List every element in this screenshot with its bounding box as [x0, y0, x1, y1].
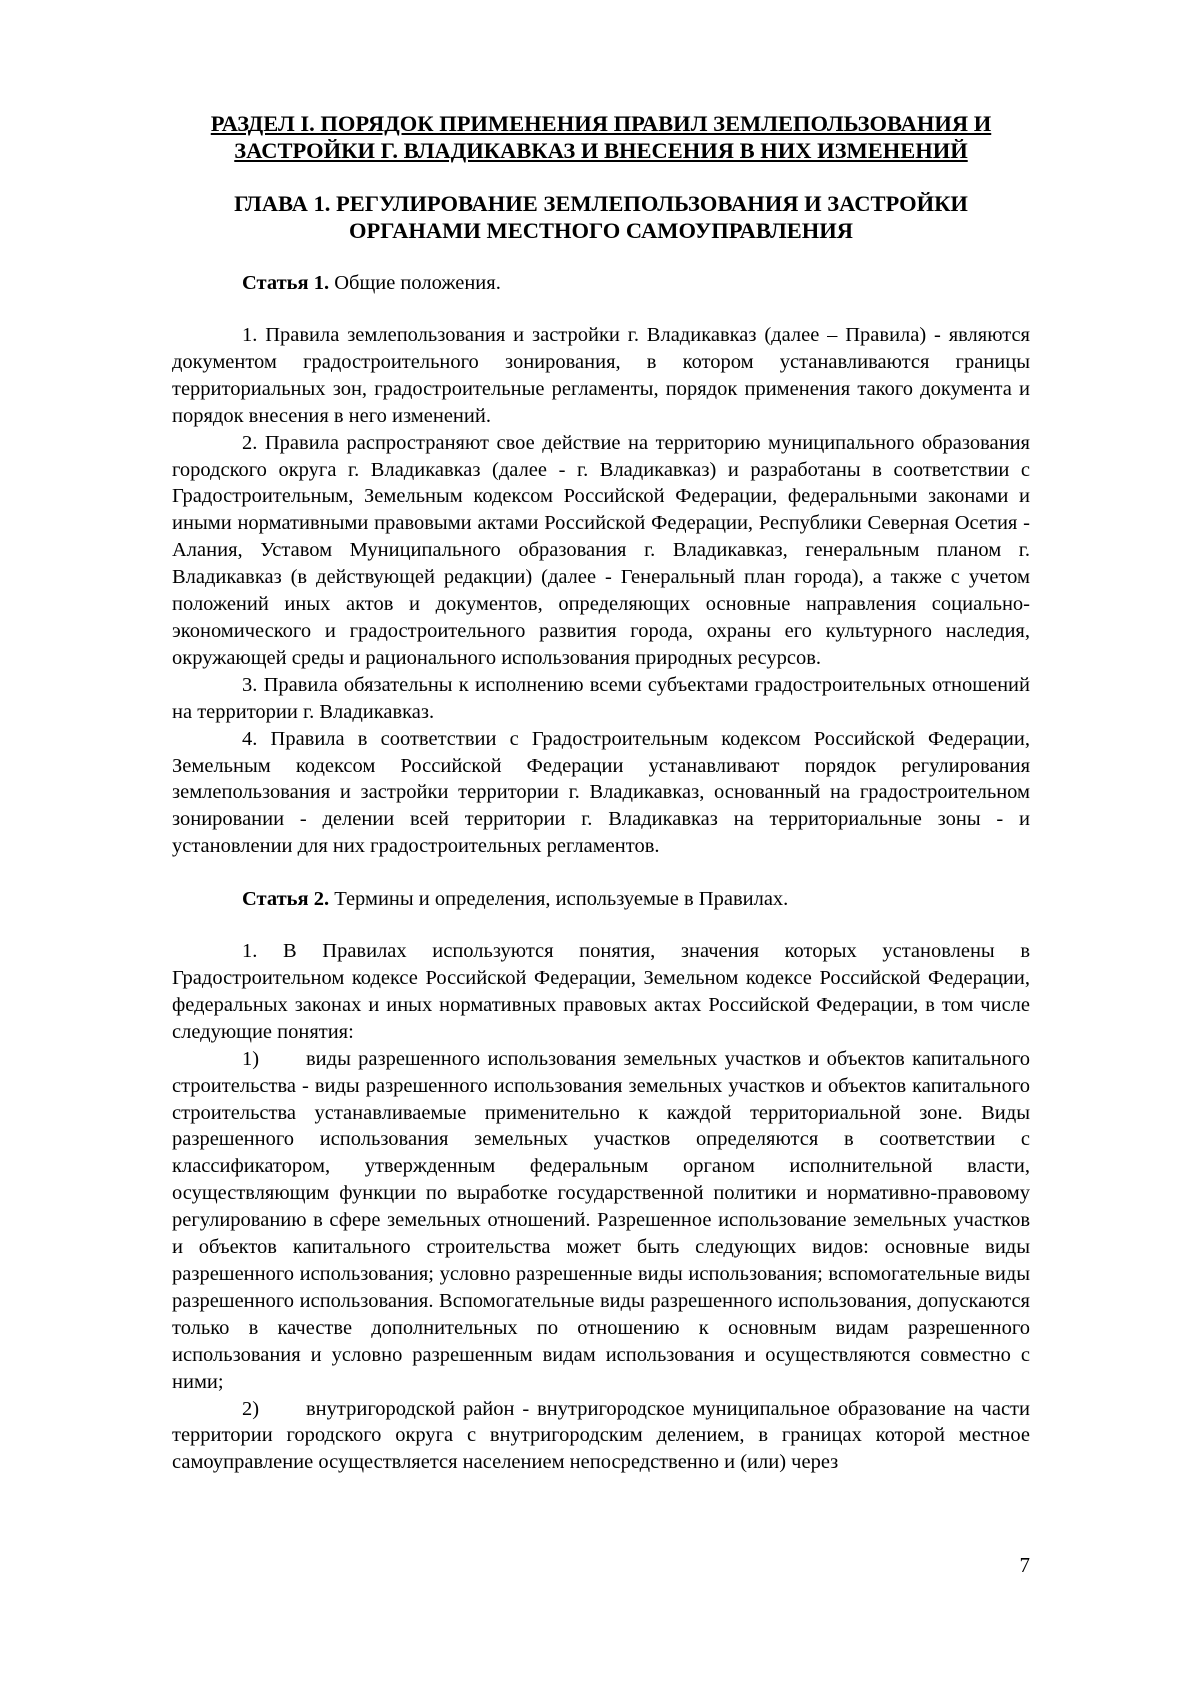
spacer — [172, 860, 1030, 886]
definition-text: виды разрешенного использования земельных участков и объектов капитального строительства - виды разрешенного использования земельных участков и объектов капитального строительства устанавливаемые применительно к каждой территориальной зоне. Виды разрешенного использования земельных участков определяются в соответствии с классификатором, утвержденным федеральным органом исполнительной власти, осуществляющим функции по выработке государственной политики и нормативно-правовому регулированию в сфере земельных отношений. Разрешенное использование земельных участков и объектов капитального строительства может быть следующих видов: основные виды разрешенного использования; условно разрешенные виды использования; вспомогательные виды разрешенного использования. Вспомогательные виды разрешенного использования, допускаются только в качестве дополнительных по отношению к основным видам разрешенного использования и условно разрешенным видам использования и осуществляются совместно с ними; — [172, 1047, 1030, 1393]
article-2-label: Статья 2. — [242, 888, 330, 911]
article-1-paragraph: 4. Правила в соответствии с Градостроительным кодексом Российской Федерации, Земельным кодексом Российской Федерации устанавливают порядок регулирования землепользования и застройки территории г. Владикавказ, основанный на градостроительном зонировании - делении всей территории г. Владикавказ на территориальные зоны - и установлении для них градостроительных регламентов. — [172, 727, 1030, 858]
article-1-label: Статья 1. — [242, 272, 330, 294]
article-1-paragraph: 2. Правила распространяют свое действие на территорию муниципального образования городского округа г. Владикавказ (далее - г. Владикавказ) и разработаны в соответствии с Градостроительным, Земельным кодексом Российской Федерации, федеральными законами и иными нормативными правовыми актами Российской Федерации, Республики Северная Осетия - Алания, Уставом Муниципального образования г. Владикавказ, генеральным планом г. Владикавказ (в действующей редакции) (далее - Генеральный план города), а также с учетом положений иных актов и документов, определяющих основные направления социально-экономического и градостроительного развития города, охраны его культурного наследия, окружающей среды и рационального использования природных ресурсов. — [172, 431, 1030, 669]
definition-number: 2) — [242, 1397, 260, 1420]
chapter-title: ГЛАВА 1. РЕГУЛИРОВАНИЕ ЗЕМЛЕПОЛЬЗОВАНИЯ И ЗАСТРОЙКИ ОРГАНАМИ МЕСТНОГО САМОУПРАВЛЕНИЯ — [234, 191, 968, 243]
article-2-heading — [172, 886, 1030, 913]
definition-item — [172, 1046, 1030, 1396]
article-1-paragraph: 3. Правила обязательны к исполнению всеми субъектами градостроительных отношений на территории г. Владикавказ. — [172, 673, 1030, 723]
article-1-title: Общие положения. — [329, 272, 501, 294]
definition-item — [172, 1396, 1030, 1477]
document-body — [172, 110, 1030, 1476]
definition-text: внутригородской район - внутригородское муниципальное образование на части территории городского округа с внутригородским делением, в границах которой местное самоуправление осуществляется населением непосредственно и (или) через — [172, 1397, 1030, 1474]
definition-number: 1) — [242, 1047, 260, 1070]
page-number: 7 — [1019, 1553, 1030, 1577]
article-2-intro: 1. В Правилах используются понятия, значения которых установлены в Градостроительном кодексе Российской Федерации, Земельном кодексе Российской Федерации, федеральных законах и иных нормативных правовых актах Российской Федерации, в том числе следующие понятия: — [172, 940, 1030, 1043]
article-2-title: Термины и определения, используемые в Правилах. — [329, 888, 789, 911]
section-title: РАЗДЕЛ I. ПОРЯДОК ПРИМЕНЕНИЯ ПРАВИЛ ЗЕМЛЕПОЛЬЗОВАНИЯ И ЗАСТРОЙКИ Г. ВЛАДИКАВКАЗ И ВНЕСЕНИЯ В НИХ ИЗМЕНЕНИЙ — [210, 111, 992, 163]
article-1-paragraph: 1. Правила землепользования и застройки г. Владикавказ (далее – Правила) - являются документом градостроительного зонирования, в котором устанавливаются границы территориальных зон, градостроительные регламенты, порядок применения такого документа и порядок внесения в него изменений. — [172, 324, 1030, 427]
article-1-heading — [172, 270, 1030, 297]
